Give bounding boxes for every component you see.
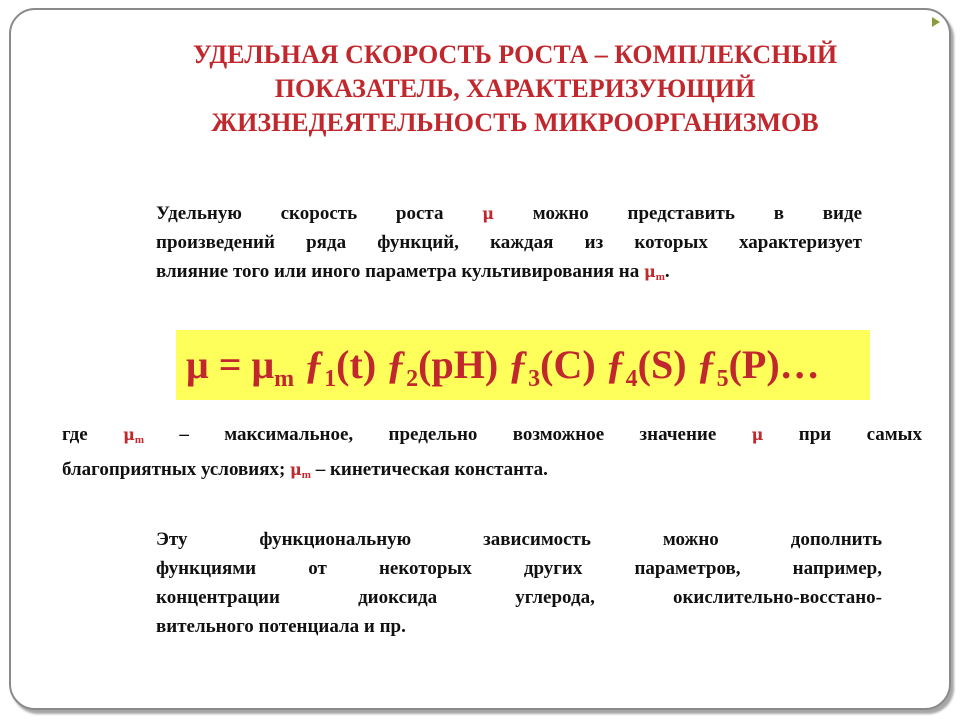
paragraph-line [62,455,922,490]
formula-f4-argument: (S) [637,342,697,387]
title-line-3: ЖИЗНЕДЕЯТЕЛЬНОСТЬ МИКРООРГАНИЗМОВ [211,108,819,137]
formula-f4: ƒ [605,342,626,387]
slide-title [170,38,860,140]
mu-symbol: μ [751,425,764,444]
formula-mu-max-subscript: m [274,366,295,392]
formula-f5: ƒ [696,342,717,387]
formula-f2: ƒ [386,342,407,387]
formula-f4-subscript: 4 [625,366,638,392]
formula-f1-argument: (t) [336,342,387,387]
text-fragment: благоприятных условиях; [62,459,286,480]
mu-max-subscript: m [655,271,665,283]
paragraph-line: Эту функциональную зависимость можно дополнить [156,529,882,550]
formula-f2-subscript: 2 [406,366,419,392]
text-fragment: где [62,424,88,445]
mu-max-subscript: m [301,469,311,481]
text-fragment: . [664,261,670,282]
formula-mu-max: μ [251,342,275,387]
paragraph-line: вительного потенциала и пр. [156,616,406,637]
paragraph-line [156,199,862,228]
title-line-2: ПОКАЗАТЕЛЬ, ХАРАКТЕРИЗУЮЩИЙ [274,74,756,103]
growth-rate-formula [176,330,870,400]
paragraph-line [156,257,862,292]
formula-f1-subscript: 1 [324,366,337,392]
formula-f3: ƒ [508,342,529,387]
mu-max-symbol: μ [290,460,302,479]
formula-f3-argument: (C) [540,342,606,387]
formula-f2-argument: (pH) [418,342,509,387]
formula-f5-subscript: 5 [716,366,729,392]
formula-f1: ƒ [304,342,325,387]
text-fragment: можно представить в виде [532,203,863,224]
paragraph-definitions [62,420,922,490]
formula-f3-subscript: 3 [528,366,541,392]
paragraph-line: концентрации диоксида углерода, окислительно-восстано- [156,587,882,608]
mu-max-subscript: m [134,434,144,446]
formula-equals: = [208,342,252,387]
paragraph-line: произведений ряда функций, каждая из которых характеризует [156,232,862,253]
title-line-1: УДЕЛЬНАЯ СКОРОСТЬ РОСТА – КОМПЛЕКСНЫЙ [192,40,838,69]
slide-corner-bullet-icon [932,17,940,27]
mu-max-symbol: μ [644,262,656,281]
paragraph-line: функциями от некоторых других параметров, например, [156,558,882,579]
text-fragment: влияние того или иного параметра культивирования на [156,261,640,282]
text-fragment: – максимальное, предельно возможное значение [179,424,717,445]
text-fragment: – кинетическая константа. [315,459,548,480]
mu-symbol: μ [482,204,494,223]
paragraph-line [62,420,922,455]
mu-max-symbol: μ [123,425,135,444]
formula-mu: μ [186,342,209,387]
paragraph-growth-rate [156,199,862,292]
formula-f5-argument: (P)… [728,342,820,387]
text-fragment: при самых [798,424,923,445]
text-fragment: Удельную скорость роста [156,203,444,224]
paragraph-additional-functions [156,525,882,641]
